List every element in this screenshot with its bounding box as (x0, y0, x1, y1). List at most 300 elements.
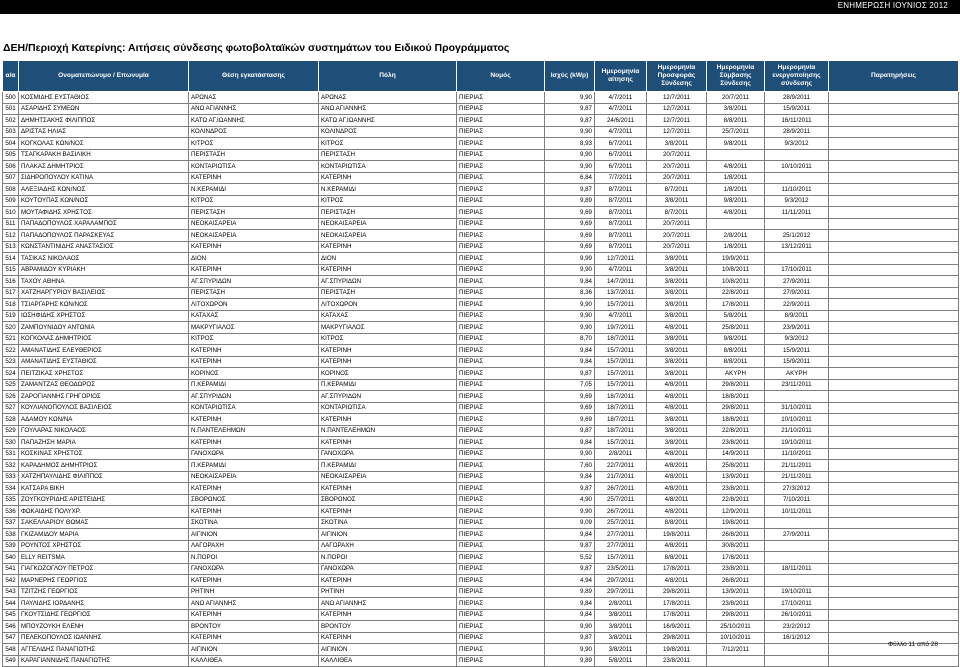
cell-power: 9,90 (545, 299, 595, 311)
cell-power: 9,87 (545, 632, 595, 644)
cell-activation-date: 21/11/2011 (765, 471, 829, 483)
cell-request-date: 12/7/2011 (595, 253, 647, 265)
cell-activation-date: 11/11/2011 (765, 207, 829, 219)
table-row (3, 299, 959, 311)
cell-aa: 541 (3, 563, 19, 575)
cell-power: 5,52 (545, 552, 595, 564)
cell-activation-date: 17/10/2011 (765, 598, 829, 610)
cell-activation-date: 10/10/2011 (765, 161, 829, 173)
cell-power: 9,69 (545, 230, 595, 242)
cell-request-date: 18/7/2011 (595, 425, 647, 437)
cell-notes (829, 253, 959, 265)
cell-offer-date: 23/8/2011 (647, 655, 707, 667)
table-row (3, 379, 959, 391)
cell-notes (829, 655, 959, 667)
cell-notes (829, 529, 959, 541)
cell-activation-date (765, 149, 829, 161)
cell-aa: 500 (3, 92, 19, 104)
cell-site: ΚΙΤΡΟΣ (189, 195, 319, 207)
cell-city: ΚΑΛΛΙΘΕΑ (319, 655, 457, 667)
cell-prefecture: ΠΙΕΡΙΑΣ (457, 264, 545, 276)
cell-contract-date: 18/8/2011 (707, 391, 765, 403)
table-row (3, 115, 959, 127)
cell-offer-date: 3/8/2011 (647, 310, 707, 322)
cell-offer-date: 17/8/2011 (647, 609, 707, 621)
cell-notes (829, 483, 959, 495)
cell-site: ΚΟΡΙΝΟΣ (189, 368, 319, 380)
cell-city: ΚΟΝΤΑΡΙΩΤΙΣΑ (319, 161, 457, 173)
cell-city: ΚΑΤΑΧΑΣ (319, 310, 457, 322)
cell-city: Ν.ΠΑΝΤΕΛΕΗΜΩΝ (319, 425, 457, 437)
cell-aa: 516 (3, 276, 19, 288)
cell-notes (829, 345, 959, 357)
cell-name: ΠΑΠΑΔΟΠΟΥΛΟΣ ΧΑΡΑΛΑΜΠΟΣ (19, 218, 189, 230)
cell-power: 9,90 (545, 644, 595, 656)
cell-site: ΚΑΤΕΡΙΝΗ (189, 632, 319, 644)
cell-city: ΑΝΩ ΑΓΙΑΝΝΗΣ (319, 103, 457, 115)
cell-request-date: 15/7/2011 (595, 368, 647, 380)
cell-name: ΠΑΠΑΖΗΣΗ ΜΑΡΙΑ (19, 437, 189, 449)
cell-notes (829, 241, 959, 253)
cell-prefecture: ΠΙΕΡΙΑΣ (457, 241, 545, 253)
cell-activation-date: 28/9/2011 (765, 126, 829, 138)
cell-name: ΤΑΣΙΚΑΣ ΝΙΚΟΛΑΟΣ (19, 253, 189, 265)
table-row (3, 253, 959, 265)
cell-offer-date: 20/7/2011 (647, 241, 707, 253)
cell-site: ΑΡΩΝΑΣ (189, 92, 319, 104)
cell-request-date: 2/8/2011 (595, 598, 647, 610)
cell-site: ΚΑΤΕΡΙΝΗ (189, 506, 319, 518)
cell-offer-date: 3/8/2011 (647, 425, 707, 437)
cell-contract-date: 10/8/2011 (707, 276, 765, 288)
cell-notes (829, 264, 959, 276)
cell-contract-date: 3/8/2011 (707, 103, 765, 115)
cell-notes (829, 391, 959, 403)
cell-power: 9,99 (545, 253, 595, 265)
cell-power: 9,90 (545, 92, 595, 104)
cell-name: ΔΗΜΗΤΣΑΚΗΣ ΦΙΛΙΠΠΟΣ (19, 115, 189, 127)
cell-prefecture: ΠΙΕΡΙΑΣ (457, 356, 545, 368)
table-row (3, 276, 959, 288)
cell-power: 9,09 (545, 517, 595, 529)
cell-activation-date (765, 253, 829, 265)
cell-offer-date: 12/7/2011 (647, 115, 707, 127)
cell-city: Π.ΚΕΡΑΜΙΔΙ (319, 379, 457, 391)
cell-notes (829, 425, 959, 437)
table-row (3, 621, 959, 633)
table-header-row (3, 61, 959, 92)
cell-city: ΚΑΤΕΡΙΝΗ (319, 483, 457, 495)
cell-activation-date: 21/10/2011 (765, 425, 829, 437)
cell-site: Ν.ΠΟΡΟΙ (189, 552, 319, 564)
cell-prefecture: ΠΙΕΡΙΑΣ (457, 115, 545, 127)
cell-aa: 548 (3, 644, 19, 656)
table-row (3, 264, 959, 276)
cell-site: ΚΑΤΕΡΙΝΗ (189, 264, 319, 276)
col-site: Θέση εγκατάστασης (189, 61, 319, 92)
cell-activation-date: 28/9/2011 (765, 92, 829, 104)
cell-activation-date: 16/11/2011 (765, 115, 829, 127)
table-row (3, 356, 959, 368)
cell-aa: 505 (3, 149, 19, 161)
cell-notes (829, 92, 959, 104)
cell-notes (829, 138, 959, 150)
cell-aa: 536 (3, 506, 19, 518)
cell-name: ΤΣΑΓΚΑΡΑΚΗ ΒΑΣΙΛΙΚΗ (19, 149, 189, 161)
cell-notes (829, 563, 959, 575)
cell-site: Ν.ΠΑΝΤΕΛΕΗΜΩΝ (189, 425, 319, 437)
cell-city: ΝΕΟΚΑΙΣΑΡΕΙΑ (319, 230, 457, 242)
cell-contract-date: 2/8/2011 (707, 230, 765, 242)
cell-contract-date: 25/10/2011 (707, 621, 765, 633)
cell-site: ΚΑΛΛΙΘΕΑ (189, 655, 319, 667)
cell-prefecture: ΠΙΕΡΙΑΣ (457, 345, 545, 357)
cell-aa: 545 (3, 609, 19, 621)
cell-contract-date: 26/8/2011 (707, 575, 765, 587)
cell-city: ΝΕΟΚΑΙΣΑΡΕΙΑ (319, 218, 457, 230)
cell-offer-date: 3/8/2011 (647, 345, 707, 357)
cell-aa: 532 (3, 460, 19, 472)
cell-name: ΖΑΜΠΟΥΝΙΔΟΥ ΑΝΤΩΝΙΑ (19, 322, 189, 334)
cell-offer-date: 20/7/2011 (647, 161, 707, 173)
cell-name: ΔΡΙΣΤΑΣ ΗΛΙΑΣ (19, 126, 189, 138)
cell-activation-date: 27/3/2012 (765, 483, 829, 495)
cell-prefecture: ΠΙΕΡΙΑΣ (457, 414, 545, 426)
table-row (3, 241, 959, 253)
cell-name: ΜΟΥΤΑΦΙΔΗΣ ΧΡΗΣΤΟΣ (19, 207, 189, 219)
cell-aa: 506 (3, 161, 19, 173)
cell-offer-date: 4/8/2011 (647, 322, 707, 334)
cell-prefecture: ΠΙΕΡΙΑΣ (457, 437, 545, 449)
table-row (3, 494, 959, 506)
cell-request-date: 14/7/2011 (595, 276, 647, 288)
cell-prefecture: ΠΙΕΡΙΑΣ (457, 529, 545, 541)
cell-name: ΚΑΡΑΔΗΜΟΣ ΔΗΜΗΤΡΙΟΣ (19, 460, 189, 472)
cell-name: ΠΕΙΤΖΙΚΑΣ ΧΡΗΣΤΟΣ (19, 368, 189, 380)
cell-name: ΣΙΔΗΡΟΠΟΥΛΟΥ ΚΑΤΙΝΑ (19, 172, 189, 184)
cell-request-date: 6/7/2011 (595, 149, 647, 161)
cell-contract-date: 22/8/2011 (707, 494, 765, 506)
cell-site: ΑΓ.ΣΠΥΡΙΔΩΝ (189, 276, 319, 288)
cell-offer-date: 3/8/2011 (647, 333, 707, 345)
cell-activation-date: 9/3/2012 (765, 138, 829, 150)
cell-prefecture: ΠΙΕΡΙΑΣ (457, 253, 545, 265)
table-row (3, 287, 959, 299)
cell-site: ΒΡΟΝΤΟΥ (189, 621, 319, 633)
cell-request-date: 15/7/2011 (595, 356, 647, 368)
cell-offer-date: 3/8/2011 (647, 195, 707, 207)
cell-power: 8,36 (545, 287, 595, 299)
cell-notes (829, 437, 959, 449)
cell-aa: 507 (3, 172, 19, 184)
cell-power: 9,89 (545, 586, 595, 598)
cell-city: Ν.ΠΟΡΟΙ (319, 552, 457, 564)
cell-request-date: 25/7/2011 (595, 494, 647, 506)
cell-contract-date: 20/7/2011 (707, 92, 765, 104)
cell-city: ΔΙΟΝ (319, 253, 457, 265)
cell-power: 9,89 (545, 195, 595, 207)
table-row (3, 310, 959, 322)
cell-notes (829, 161, 959, 173)
table-row (3, 207, 959, 219)
cell-power: 9,69 (545, 402, 595, 414)
cell-power: 9,87 (545, 483, 595, 495)
table-row (3, 368, 959, 380)
cell-name: ΤΖΙΤΖΗΣ ΓΕΩΡΓΙΟΣ (19, 586, 189, 598)
cell-site: ΚΑΤΕΡΙΝΗ (189, 172, 319, 184)
cell-name: ΑΔΑΜΟΥ ΚΩΝ/ΝΑ (19, 414, 189, 426)
cell-name: ΡΟΥΝΤΟΣ ΧΡΗΣΤΟΣ (19, 540, 189, 552)
cell-contract-date: 30/8/2011 (707, 540, 765, 552)
cell-aa: 512 (3, 230, 19, 242)
cell-site: ΚΟΛΙΝΔΡΟΣ (189, 126, 319, 138)
table-row (3, 391, 959, 403)
cell-aa: 520 (3, 322, 19, 334)
cell-aa: 533 (3, 471, 19, 483)
cell-power: 9,87 (545, 115, 595, 127)
cell-city: ΚΑΤΕΡΙΝΗ (319, 575, 457, 587)
cell-aa: 524 (3, 368, 19, 380)
cell-notes (829, 414, 959, 426)
cell-name: ΠΑΥΛΙΔΗΣ ΙΟΡΔΑΝΗΣ (19, 598, 189, 610)
cell-name: ΚΟΣΜΙΔΗΣ ΕΥΣΤΑΘΙΟΣ (19, 92, 189, 104)
cell-contract-date: 17/8/2011 (707, 299, 765, 311)
cell-contract-date: 23/8/2011 (707, 598, 765, 610)
cell-site: ΠΕΡΙΣΤΑΣΗ (189, 287, 319, 299)
cell-prefecture: ΠΙΕΡΙΑΣ (457, 621, 545, 633)
cell-site: ΚΟΝΤΑΡΙΩΤΙΣΑ (189, 161, 319, 173)
cell-offer-date: 8/8/2011 (647, 517, 707, 529)
cell-contract-date: 22/8/2011 (707, 287, 765, 299)
cell-activation-date: 31/10/2011 (765, 402, 829, 414)
cell-prefecture: ΠΙΕΡΙΑΣ (457, 276, 545, 288)
cell-notes (829, 310, 959, 322)
cell-request-date: 22/7/2011 (595, 460, 647, 472)
cell-city: ΒΡΟΝΤΟΥ (319, 621, 457, 633)
cell-offer-date: 4/8/2011 (647, 448, 707, 460)
cell-site: ΑΝΩ ΑΓΙΑΝΝΗΣ (189, 598, 319, 610)
cell-activation-date: 11/10/2011 (765, 448, 829, 460)
cell-city: ΑΙΓΙΝΙΟΝ (319, 644, 457, 656)
cell-name: ΖΟΥΓΚΟΥΡΙΔΗΣ ΑΡΙΣΤΕΙΔΗΣ (19, 494, 189, 506)
table-row (3, 195, 959, 207)
cell-contract-date: 22/8/2011 (707, 425, 765, 437)
cell-name: ΚΟΥΤΟΥΠΑΣ ΚΩΝ/ΝΟΣ (19, 195, 189, 207)
cell-city: ΑΡΩΝΑΣ (319, 92, 457, 104)
cell-activation-date: 17/10/2011 (765, 264, 829, 276)
cell-notes (829, 379, 959, 391)
cell-prefecture: ΠΙΕΡΙΑΣ (457, 575, 545, 587)
cell-city: ΚΟΛΙΝΔΡΟΣ (319, 126, 457, 138)
cell-activation-date: 23/9/2011 (765, 322, 829, 334)
cell-notes (829, 540, 959, 552)
col-request-date: Ημερομηνία αίτησης (595, 61, 647, 92)
cell-aa: 531 (3, 448, 19, 460)
cell-request-date: 7/7/2011 (595, 172, 647, 184)
cell-city: ΚΑΤΕΡΙΝΗ (319, 241, 457, 253)
cell-contract-date: 23/8/2011 (707, 483, 765, 495)
cell-power: 9,87 (545, 103, 595, 115)
cell-contract-date: 23/8/2011 (707, 563, 765, 575)
table-row (3, 655, 959, 667)
table-row (3, 609, 959, 621)
cell-prefecture: ΠΙΕΡΙΑΣ (457, 506, 545, 518)
cell-request-date: 29/7/2011 (595, 575, 647, 587)
cell-city: ΣΒΟΡΩΝΟΣ (319, 494, 457, 506)
cell-prefecture: ΠΙΕΡΙΑΣ (457, 391, 545, 403)
table-row (3, 460, 959, 472)
cell-power: 9,87 (545, 540, 595, 552)
cell-city: ΓΑΝΟΧΩΡΑ (319, 563, 457, 575)
cell-power: 9,84 (545, 598, 595, 610)
cell-notes (829, 586, 959, 598)
cell-name: ΠΑΠΑΔΟΠΟΥΛΟΣ ΠΑΡΑΣΚΕΥΑΣ (19, 230, 189, 242)
cell-name: ΠΛΑΚΑΣ ΔΗΜΗΤΡΙΟΣ (19, 161, 189, 173)
cell-site: ΚΑΤΕΡΙΝΗ (189, 609, 319, 621)
cell-activation-date: 9/3/2012 (765, 195, 829, 207)
cell-site: ΚΑΤΩ ΑΓ.ΙΩΑΝΝΗΣ (189, 115, 319, 127)
cell-prefecture: ΠΙΕΡΙΑΣ (457, 218, 545, 230)
cell-offer-date: 4/8/2011 (647, 575, 707, 587)
cell-notes (829, 448, 959, 460)
cell-activation-date (765, 655, 829, 667)
cell-contract-date: 8/8/2011 (707, 115, 765, 127)
cell-power: 8,93 (545, 138, 595, 150)
cell-notes (829, 207, 959, 219)
table-row (3, 322, 959, 334)
cell-city: ΡΗΤΙΝΗ (319, 586, 457, 598)
cell-notes (829, 276, 959, 288)
cell-request-date: 8/7/2011 (595, 230, 647, 242)
cell-activation-date: 23/11/2011 (765, 379, 829, 391)
applications-table (2, 60, 959, 667)
cell-prefecture: ΠΙΕΡΙΑΣ (457, 310, 545, 322)
cell-name: ΑΒΡΑΜΙΔΟΥ ΚΥΡΙΑΚΗ (19, 264, 189, 276)
cell-offer-date: 4/8/2011 (647, 391, 707, 403)
cell-prefecture: ΠΙΕΡΙΑΣ (457, 149, 545, 161)
cell-city: Ν.ΚΕΡΑΜΙΔΙ (319, 184, 457, 196)
cell-aa: 519 (3, 310, 19, 322)
cell-notes (829, 598, 959, 610)
table-row (3, 402, 959, 414)
cell-aa: 549 (3, 655, 19, 667)
cell-contract-date: 29/8/2011 (707, 379, 765, 391)
cell-request-date: 8/7/2011 (595, 207, 647, 219)
cell-site: ΚΑΤΕΡΙΝΗ (189, 345, 319, 357)
cell-name: ΧΑΤΖΗΑΡΓΥΡΙΟΥ ΒΑΣΙΛΕΙΟΣ (19, 287, 189, 299)
page-footer: Φύλλο 11 από 28 (887, 641, 938, 648)
cell-contract-date: 5/8/2011 (707, 310, 765, 322)
cell-notes (829, 103, 959, 115)
cell-contract-date: 13/9/2011 (707, 586, 765, 598)
cell-power: 9,84 (545, 529, 595, 541)
page-title: ΔΕΗ/Περιοχή Κατερίνης: Αιτήσεις σύνδεσης φωτοβολταϊκών συστημάτων του Ειδικού Προγράμματος (3, 42, 510, 54)
cell-activation-date: 21/11/2011 (765, 460, 829, 472)
cell-prefecture: ΠΙΕΡΙΑΣ (457, 207, 545, 219)
cell-notes (829, 149, 959, 161)
cell-offer-date: 17/8/2011 (647, 563, 707, 575)
cell-aa: 527 (3, 402, 19, 414)
cell-contract-date: 8/8/2011 (707, 345, 765, 357)
cell-offer-date: 4/8/2011 (647, 402, 707, 414)
cell-prefecture: ΠΙΕΡΙΑΣ (457, 126, 545, 138)
cell-activation-date: 8/9/2011 (765, 310, 829, 322)
cell-city: ΠΕΡΙΣΤΑΣΗ (319, 149, 457, 161)
cell-contract-date: 25/7/2011 (707, 126, 765, 138)
cell-city: ΚΙΤΡΟΣ (319, 333, 457, 345)
cell-power: 9,69 (545, 218, 595, 230)
cell-aa: 517 (3, 287, 19, 299)
cell-activation-date (765, 540, 829, 552)
cell-power: 9,84 (545, 471, 595, 483)
cell-city: ΚΑΤΕΡΙΝΗ (319, 506, 457, 518)
top-banner (0, 0, 960, 14)
cell-activation-date: 23/2/2012 (765, 621, 829, 633)
cell-name: ΜΠΟΥΖΟΥΚΗ ΕΛΕΝΗ (19, 621, 189, 633)
cell-request-date: 13/7/2011 (595, 287, 647, 299)
cell-activation-date: 11/10/2011 (765, 184, 829, 196)
cell-notes (829, 368, 959, 380)
table-row (3, 230, 959, 242)
cell-prefecture: ΠΙΕΡΙΑΣ (457, 632, 545, 644)
cell-aa: 538 (3, 529, 19, 541)
cell-power: 9,90 (545, 448, 595, 460)
cell-city: ΛΑΓΟΡΑΧΗ (319, 540, 457, 552)
cell-request-date: 25/7/2011 (595, 517, 647, 529)
cell-activation-date: 15/9/2011 (765, 356, 829, 368)
cell-contract-date: 13/9/2011 (707, 471, 765, 483)
cell-aa: 521 (3, 333, 19, 345)
cell-notes (829, 230, 959, 242)
cell-aa: 535 (3, 494, 19, 506)
cell-aa: 546 (3, 621, 19, 633)
cell-name: ΑΜΑΝΑΤΙΔΗΣ ΕΛΕΥΘΕΡΙΟΣ (19, 345, 189, 357)
cell-power: 9,90 (545, 126, 595, 138)
cell-contract-date: 9/8/2011 (707, 333, 765, 345)
cell-site: ΚΑΤΕΡΙΝΗ (189, 483, 319, 495)
cell-prefecture: ΠΙΕΡΙΑΣ (457, 299, 545, 311)
cell-contract-date: 29/8/2011 (707, 609, 765, 621)
cell-notes (829, 333, 959, 345)
cell-request-date: 18/7/2011 (595, 391, 647, 403)
cell-city: ΚΑΤΕΡΙΝΗ (319, 609, 457, 621)
cell-activation-date: 18/11/2011 (765, 563, 829, 575)
cell-contract-date: 23/8/2011 (707, 437, 765, 449)
cell-prefecture: ΠΙΕΡΙΑΣ (457, 644, 545, 656)
table-row (3, 552, 959, 564)
cell-name: ΤΣΙΑΡΓΑΡΗΣ ΚΩΝ/ΝΟΣ (19, 299, 189, 311)
cell-request-date: 8/7/2011 (595, 195, 647, 207)
cell-power: 9,90 (545, 621, 595, 633)
table-row (3, 218, 959, 230)
cell-site: Π.ΚΕΡΑΜΙΔΙ (189, 379, 319, 391)
cell-aa: 528 (3, 414, 19, 426)
cell-notes (829, 621, 959, 633)
cell-site: ΑΙΓΙΝΙΟΝ (189, 529, 319, 541)
cell-offer-date: 4/8/2011 (647, 460, 707, 472)
cell-contract-date: 19/8/2011 (707, 517, 765, 529)
cell-activation-date: 9/3/2012 (765, 333, 829, 345)
table-row (3, 437, 959, 449)
cell-power: 4,90 (545, 494, 595, 506)
col-power: Ισχύς (kWp) (545, 61, 595, 92)
cell-offer-date: 19/8/2011 (647, 529, 707, 541)
cell-offer-date: 4/8/2011 (647, 494, 707, 506)
cell-contract-date: 25/8/2011 (707, 460, 765, 472)
table-row (3, 333, 959, 345)
cell-power: 9,90 (545, 322, 595, 334)
cell-site: ΚΑΤΑΧΑΣ (189, 310, 319, 322)
